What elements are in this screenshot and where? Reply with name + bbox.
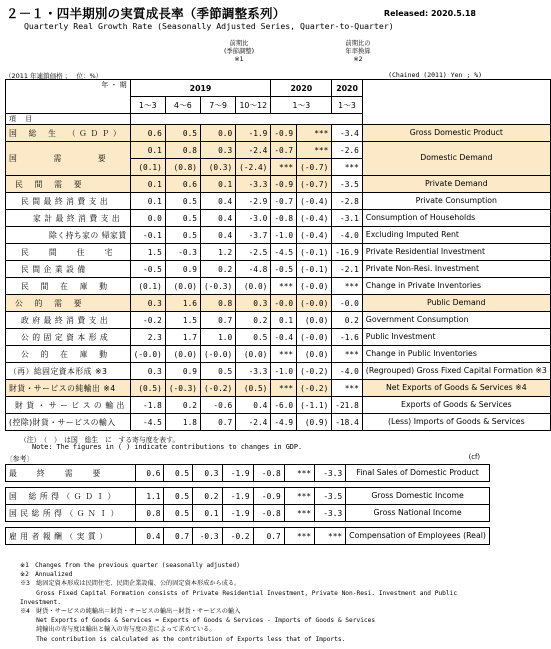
table-row bbox=[6, 312, 551, 329]
value-cell: (-1.1) bbox=[297, 397, 332, 414]
reference-row bbox=[6, 465, 490, 482]
value-cell: 0.1 bbox=[193, 505, 222, 522]
value-cell: 1.2 bbox=[201, 244, 236, 261]
value-cell: 0.5 bbox=[164, 465, 193, 482]
value-cell: 0.3 bbox=[236, 295, 271, 312]
value-cell: -2.9 bbox=[236, 193, 271, 210]
value-cell: (-0.0) bbox=[297, 278, 332, 295]
value-cell: (0.5) bbox=[236, 380, 271, 397]
period-header-cell: 年 ・ 期 bbox=[6, 80, 131, 114]
value-cell: 0.4 bbox=[236, 397, 271, 414]
quarter-header: 7～9 bbox=[201, 97, 236, 114]
value-cell: -3.3 bbox=[236, 176, 271, 193]
value-cell: 0.8 bbox=[201, 295, 236, 312]
footnote-line: ※4 財貨・サービスの純輸出＝財貨・サービスの輸出－財貨・サービスの輸入 bbox=[20, 608, 241, 616]
value-cell: -1.9 bbox=[222, 505, 253, 522]
page-subtitle: Quarterly Real Growth Rate (Seasonally Adjusted Series, Quarter-to-Quarter) bbox=[24, 21, 394, 31]
value-cell: *** bbox=[284, 465, 314, 482]
value-cell: 0.5 bbox=[236, 329, 271, 346]
footnote-line: The contribution is calculated as the contribution of Exports less that of Imports. bbox=[20, 635, 346, 643]
value-cell: 1.7 bbox=[165, 329, 200, 346]
value-cell: -4.8 bbox=[236, 261, 271, 278]
blank-header-cell bbox=[362, 80, 550, 125]
footnote-line: ※2 Annualized bbox=[20, 571, 73, 579]
unit-label-en: (Chained (2011) Yen ; %) bbox=[388, 71, 482, 79]
value-cell: 0.2 bbox=[332, 312, 362, 329]
reference-row bbox=[6, 488, 490, 505]
release-date: Released: 2020.5.18 bbox=[383, 9, 476, 18]
value-cell: -0.8 bbox=[253, 505, 284, 522]
value-cell: 0.6 bbox=[130, 125, 165, 142]
row-label-en: Gross Domestic Product bbox=[362, 125, 550, 142]
value-cell: *** bbox=[332, 278, 362, 295]
value-cell: -4.0 bbox=[332, 363, 362, 380]
value-cell: *** bbox=[297, 125, 332, 142]
value-cell: -0.5 bbox=[130, 261, 165, 278]
row-label: 民 間 住 宅 bbox=[6, 244, 131, 261]
row-label-en: Domestic Demand bbox=[362, 142, 550, 176]
footnotes bbox=[20, 561, 490, 644]
row-label-en: Consumption of Households bbox=[362, 210, 550, 227]
row-label: 民 間 在 庫 動 bbox=[6, 278, 131, 295]
value-cell: -0.9 bbox=[253, 488, 284, 505]
row-label-en: Final Sales of Domestic Product bbox=[346, 465, 490, 482]
row-label: 国 総 所 得 （ Ｇ Ｄ Ｉ ） bbox=[6, 488, 136, 505]
table-row bbox=[6, 227, 551, 244]
value-cell: (0.5) bbox=[130, 380, 165, 397]
value-cell: -3.5 bbox=[332, 176, 362, 193]
value-cell: (-2.4) bbox=[236, 159, 271, 176]
value-cell: 0.3 bbox=[130, 295, 165, 312]
annualized-note: 前期比の 年率換算 ※2 bbox=[345, 40, 371, 63]
value-cell: 0.2 bbox=[236, 312, 271, 329]
value-cell: *** bbox=[332, 380, 362, 397]
table-row bbox=[6, 142, 551, 159]
row-label-en: Compensation of Employees (Real) bbox=[346, 528, 490, 545]
value-cell: 0.2 bbox=[165, 397, 200, 414]
row-label: 家 計 最 終 消 費 支 出 bbox=[6, 210, 131, 227]
row-label-en: (Less) Imports of Goods & Services bbox=[362, 414, 550, 431]
year-2020-annualized-header: 2020 bbox=[332, 80, 362, 97]
table-row bbox=[6, 176, 551, 193]
value-cell: *** bbox=[284, 488, 314, 505]
value-cell: -3.4 bbox=[332, 125, 362, 142]
value-cell: 0.1 bbox=[130, 176, 165, 193]
value-cell: (0.1) bbox=[130, 159, 165, 176]
quarter-header: 10～12 bbox=[236, 97, 271, 114]
value-cell: (-0.3) bbox=[165, 380, 200, 397]
value-cell: 0.8 bbox=[135, 505, 164, 522]
value-cell: 1.5 bbox=[165, 312, 200, 329]
value-cell: (-0.4) bbox=[297, 210, 332, 227]
value-cell: -0.0 bbox=[271, 295, 297, 312]
growth-rate-table bbox=[5, 79, 551, 431]
value-cell: 1.8 bbox=[165, 414, 200, 431]
value-cell: 0.4 bbox=[135, 528, 164, 545]
reference-label-en: (cf) bbox=[468, 453, 480, 461]
value-cell: -3.3 bbox=[315, 465, 346, 482]
table-row bbox=[6, 244, 551, 261]
table-row bbox=[6, 346, 551, 363]
table-row bbox=[6, 278, 551, 295]
value-cell: (-0.0) bbox=[297, 295, 332, 312]
value-cell: -3.3 bbox=[315, 505, 346, 522]
row-label: 民 間 企 業 設 備 bbox=[6, 261, 131, 278]
value-cell: (0.3) bbox=[201, 159, 236, 176]
value-cell: (-0.2) bbox=[297, 363, 332, 380]
table-row bbox=[6, 261, 551, 278]
value-cell: 0.5 bbox=[165, 210, 200, 227]
quarter-header: 1～3 bbox=[271, 97, 332, 114]
row-label-en: Private Non-Resi. Investment bbox=[362, 261, 550, 278]
value-cell: 0.3 bbox=[201, 142, 236, 159]
row-label: 公 的 固 定 資 本 形 成 bbox=[6, 329, 131, 346]
value-cell: (-0.3) bbox=[201, 278, 236, 295]
contribution-note-jp: （注） （ ） は国 総生 に する寄与度を表す。 bbox=[20, 436, 180, 444]
value-cell: -2.4 bbox=[236, 414, 271, 431]
value-cell: 1.6 bbox=[165, 295, 200, 312]
value-cell: -0.3 bbox=[165, 244, 200, 261]
value-cell: 0.2 bbox=[201, 261, 236, 278]
value-cell: *** bbox=[284, 505, 314, 522]
value-cell: 0.7 bbox=[164, 528, 193, 545]
row-label: 財貨・サービスの純輸出 ※4 bbox=[6, 380, 131, 397]
value-cell: -1.6 bbox=[332, 329, 362, 346]
value-cell: (-0.0) bbox=[297, 329, 332, 346]
value-cell: 0.4 bbox=[201, 227, 236, 244]
table-row bbox=[6, 210, 551, 227]
value-cell: 0.1 bbox=[130, 193, 165, 210]
value-cell: -2.5 bbox=[236, 244, 271, 261]
value-cell: -0.1 bbox=[130, 227, 165, 244]
value-cell: 0.7 bbox=[253, 528, 284, 545]
value-cell: -2.4 bbox=[236, 142, 271, 159]
value-cell: 0.1 bbox=[271, 312, 297, 329]
table-row bbox=[6, 397, 551, 414]
value-cell: 2.3 bbox=[130, 329, 165, 346]
row-label: 民 間 需 要 bbox=[6, 176, 131, 193]
page-title: ２－１・四半期別の実質成長率（季節調整系列） bbox=[6, 6, 286, 21]
value-cell: (-0.1) bbox=[297, 244, 332, 261]
value-cell: (-0.4) bbox=[297, 227, 332, 244]
row-label-en: Government Consumption bbox=[362, 312, 550, 329]
value-cell: (-0.2) bbox=[201, 380, 236, 397]
footnote-line: Net Exports of Goods & Services = Exports of Goods & Services - Imports of Goods & Services bbox=[20, 617, 376, 625]
row-label: 民 間 最 終 消 費 支 出 bbox=[6, 193, 131, 210]
row-label-en: Gross Domestic Income bbox=[346, 488, 490, 505]
value-cell: -1.9 bbox=[222, 465, 253, 482]
table-row bbox=[6, 329, 551, 346]
quarter-header: 1～3 bbox=[130, 97, 165, 114]
value-cell: *** bbox=[271, 346, 297, 363]
value-cell: 0.9 bbox=[165, 363, 200, 380]
row-label: 最 終 需 要 bbox=[6, 465, 136, 482]
row-label-en: Private Consumption bbox=[362, 193, 550, 210]
value-cell: (-0.7) bbox=[297, 176, 332, 193]
value-cell: *** bbox=[271, 278, 297, 295]
value-cell: -0.5 bbox=[271, 261, 297, 278]
row-label: 雇 用 者 報 酬 （ 実 質 ） bbox=[6, 528, 136, 545]
table-row bbox=[6, 363, 551, 380]
value-cell: (0.0) bbox=[165, 278, 200, 295]
value-cell: -0.7 bbox=[271, 142, 297, 159]
row-label: 政 府 最 終 消 費 支 出 bbox=[6, 312, 131, 329]
value-cell: 0.6 bbox=[135, 465, 164, 482]
year-2019-header: 2019 bbox=[130, 80, 271, 97]
row-label: 除く持ち家の 帰家賃 bbox=[6, 227, 131, 244]
value-cell: *** bbox=[315, 528, 346, 545]
value-cell: 0.1 bbox=[130, 142, 165, 159]
value-cell: (0.0) bbox=[297, 312, 332, 329]
row-label-en: Private Residential Investment bbox=[362, 244, 550, 261]
value-cell: (-0.0) bbox=[130, 346, 165, 363]
quarter-header: 4～6 bbox=[165, 97, 200, 114]
value-cell: -0.7 bbox=[271, 193, 297, 210]
table-row bbox=[6, 295, 551, 312]
reference-label-jp: 〔参考〕 bbox=[6, 455, 34, 463]
value-cell: 0.5 bbox=[164, 505, 193, 522]
qoq-note: 前期比 (季節調整) ※1 bbox=[223, 40, 255, 63]
value-cell: -3.3 bbox=[236, 363, 271, 380]
row-label: (控除)財貨・サービスの輸入 bbox=[6, 414, 131, 431]
footnote-line: ※3 総固定資本形成は民間住宅、民間企業設備、公的固定資本形成から成る。 bbox=[20, 580, 241, 588]
value-cell: 0.5 bbox=[165, 125, 200, 142]
value-cell: 0.2 bbox=[193, 488, 222, 505]
value-cell: -3.5 bbox=[315, 488, 346, 505]
value-cell: (0.0) bbox=[165, 346, 200, 363]
row-label: 公 的 需 要 bbox=[6, 295, 131, 312]
footnote-line: 純輸出の寄与度は輸出と輸入の寄与度の差によって求めている。 bbox=[20, 626, 216, 634]
value-cell: *** bbox=[332, 346, 362, 363]
value-cell: -0.3 bbox=[193, 528, 222, 545]
table-row bbox=[6, 414, 551, 431]
value-cell: -1.8 bbox=[130, 397, 165, 414]
value-cell: -16.9 bbox=[332, 244, 362, 261]
row-label-en: Excluding Imputed Rent bbox=[362, 227, 550, 244]
value-cell: 0.3 bbox=[130, 363, 165, 380]
value-cell: 0.4 bbox=[201, 193, 236, 210]
value-cell: -1.9 bbox=[236, 125, 271, 142]
value-cell: 0.7 bbox=[201, 414, 236, 431]
value-cell: -0.8 bbox=[253, 465, 284, 482]
value-cell: -0.0 bbox=[332, 295, 362, 312]
value-cell: (-0.1) bbox=[297, 261, 332, 278]
row-label-en: Public Demand bbox=[362, 295, 550, 312]
value-cell: (0.9) bbox=[297, 414, 332, 431]
reference-row bbox=[6, 505, 490, 522]
row-label: 財 貨 ・ サ ー ビ ス の 輸 出 bbox=[6, 397, 131, 414]
value-cell: -4.9 bbox=[271, 414, 297, 431]
row-label: 公 的 在 庫 動 bbox=[6, 346, 131, 363]
value-cell: -3.7 bbox=[236, 227, 271, 244]
value-cell: (-0.7) bbox=[297, 159, 332, 176]
value-cell: 0.0 bbox=[201, 125, 236, 142]
value-cell: 0.4 bbox=[201, 210, 236, 227]
value-cell: 0.3 bbox=[193, 465, 222, 482]
value-cell: 1.5 bbox=[130, 244, 165, 261]
value-cell: (0.1) bbox=[130, 278, 165, 295]
row-label-en: Private Demand bbox=[362, 176, 550, 193]
value-cell: 0.5 bbox=[201, 363, 236, 380]
value-cell: -0.9 bbox=[271, 176, 297, 193]
value-cell: -1.9 bbox=[222, 488, 253, 505]
value-cell: *** bbox=[297, 142, 332, 159]
value-cell: (-0.2) bbox=[297, 380, 332, 397]
value-cell: -0.9 bbox=[271, 125, 297, 142]
value-cell: -1.0 bbox=[271, 363, 297, 380]
value-cell: (-0.0) bbox=[201, 346, 236, 363]
value-cell: -2.6 bbox=[332, 142, 362, 159]
reference-row bbox=[6, 528, 490, 545]
value-cell: -3.1 bbox=[332, 210, 362, 227]
unit-label-jp: （2011 年連鎖価格 ； 位：%） bbox=[5, 72, 103, 80]
value-cell: 0.8 bbox=[165, 142, 200, 159]
value-cell: *** bbox=[332, 159, 362, 176]
value-cell: -4.5 bbox=[130, 414, 165, 431]
value-cell: -4.0 bbox=[332, 227, 362, 244]
row-label-en: Gross National Income bbox=[346, 505, 490, 522]
value-cell: -21.8 bbox=[332, 397, 362, 414]
value-cell: -0.4 bbox=[271, 329, 297, 346]
value-cell: -0.2 bbox=[130, 312, 165, 329]
row-label: 国 需 要 bbox=[6, 142, 131, 176]
value-cell: -3.0 bbox=[236, 210, 271, 227]
value-cell: (0.0) bbox=[236, 346, 271, 363]
value-cell: -2.8 bbox=[332, 193, 362, 210]
footnote-line: ※1 Changes from the previous quarter (seasonally adjusted) bbox=[20, 562, 240, 569]
value-cell: *** bbox=[271, 380, 297, 397]
year-2020-header: 2020 bbox=[271, 80, 332, 97]
value-cell: -6.0 bbox=[271, 397, 297, 414]
value-cell: 0.5 bbox=[165, 227, 200, 244]
value-cell: -1.0 bbox=[271, 227, 297, 244]
row-label: （再）総固定資本形成 ※3 bbox=[6, 363, 131, 380]
reference-table bbox=[5, 464, 490, 545]
value-cell: -0.6 bbox=[201, 397, 236, 414]
value-cell: -4.5 bbox=[271, 244, 297, 261]
value-cell: *** bbox=[271, 159, 297, 176]
contribution-note-en: Note: The figures in ( ) indicate contributions to changes in GDP. bbox=[32, 443, 303, 451]
table-row bbox=[6, 193, 551, 210]
value-cell: -18.4 bbox=[332, 414, 362, 431]
value-cell: -2.1 bbox=[332, 261, 362, 278]
value-cell: 1.0 bbox=[201, 329, 236, 346]
value-cell: 0.5 bbox=[165, 193, 200, 210]
value-cell: 0.9 bbox=[165, 261, 200, 278]
row-label: 国 総 生 （ Ｇ Ｄ Ｐ ） bbox=[6, 125, 131, 142]
row-label: 国 民 総 所 得 （ Ｇ Ｎ Ｉ ） bbox=[6, 505, 136, 522]
value-cell: 0.0 bbox=[130, 210, 165, 227]
row-label-en: Public Investment bbox=[362, 329, 550, 346]
value-cell: -0.2 bbox=[222, 528, 253, 545]
table-row bbox=[6, 125, 551, 142]
row-label-en: Net Exports of Goods & Services ※4 bbox=[362, 380, 550, 397]
table-row bbox=[6, 380, 551, 397]
value-cell: (0.8) bbox=[165, 159, 200, 176]
value-cell: 0.7 bbox=[201, 312, 236, 329]
value-cell: 0.5 bbox=[164, 488, 193, 505]
value-cell: (0.0) bbox=[297, 346, 332, 363]
row-label-en: Change in Private Inventories bbox=[362, 278, 550, 295]
value-cell: (0.0) bbox=[236, 278, 271, 295]
item-header-cell: 項 目 bbox=[6, 114, 131, 125]
value-cell: 0.1 bbox=[201, 176, 236, 193]
value-cell: -0.8 bbox=[271, 210, 297, 227]
quarter-header: 1～3 bbox=[332, 97, 362, 114]
value-cell: (-0.4) bbox=[297, 193, 332, 210]
value-cell: 0.6 bbox=[165, 176, 200, 193]
row-label-en: Change in Public Inventories bbox=[362, 346, 550, 363]
value-cell: *** bbox=[284, 528, 314, 545]
row-label-en: (Regrouped) Gross Fixed Capital Formation ※3 bbox=[362, 363, 550, 380]
value-cell: 1.1 bbox=[135, 488, 164, 505]
footnote-line: Gross Fixed Capital Formation consists of Private Residential Investment, Private Non-Resi. Investment and Public Investment. bbox=[20, 589, 458, 606]
row-label-en: Exports of Goods & Services bbox=[362, 397, 550, 414]
